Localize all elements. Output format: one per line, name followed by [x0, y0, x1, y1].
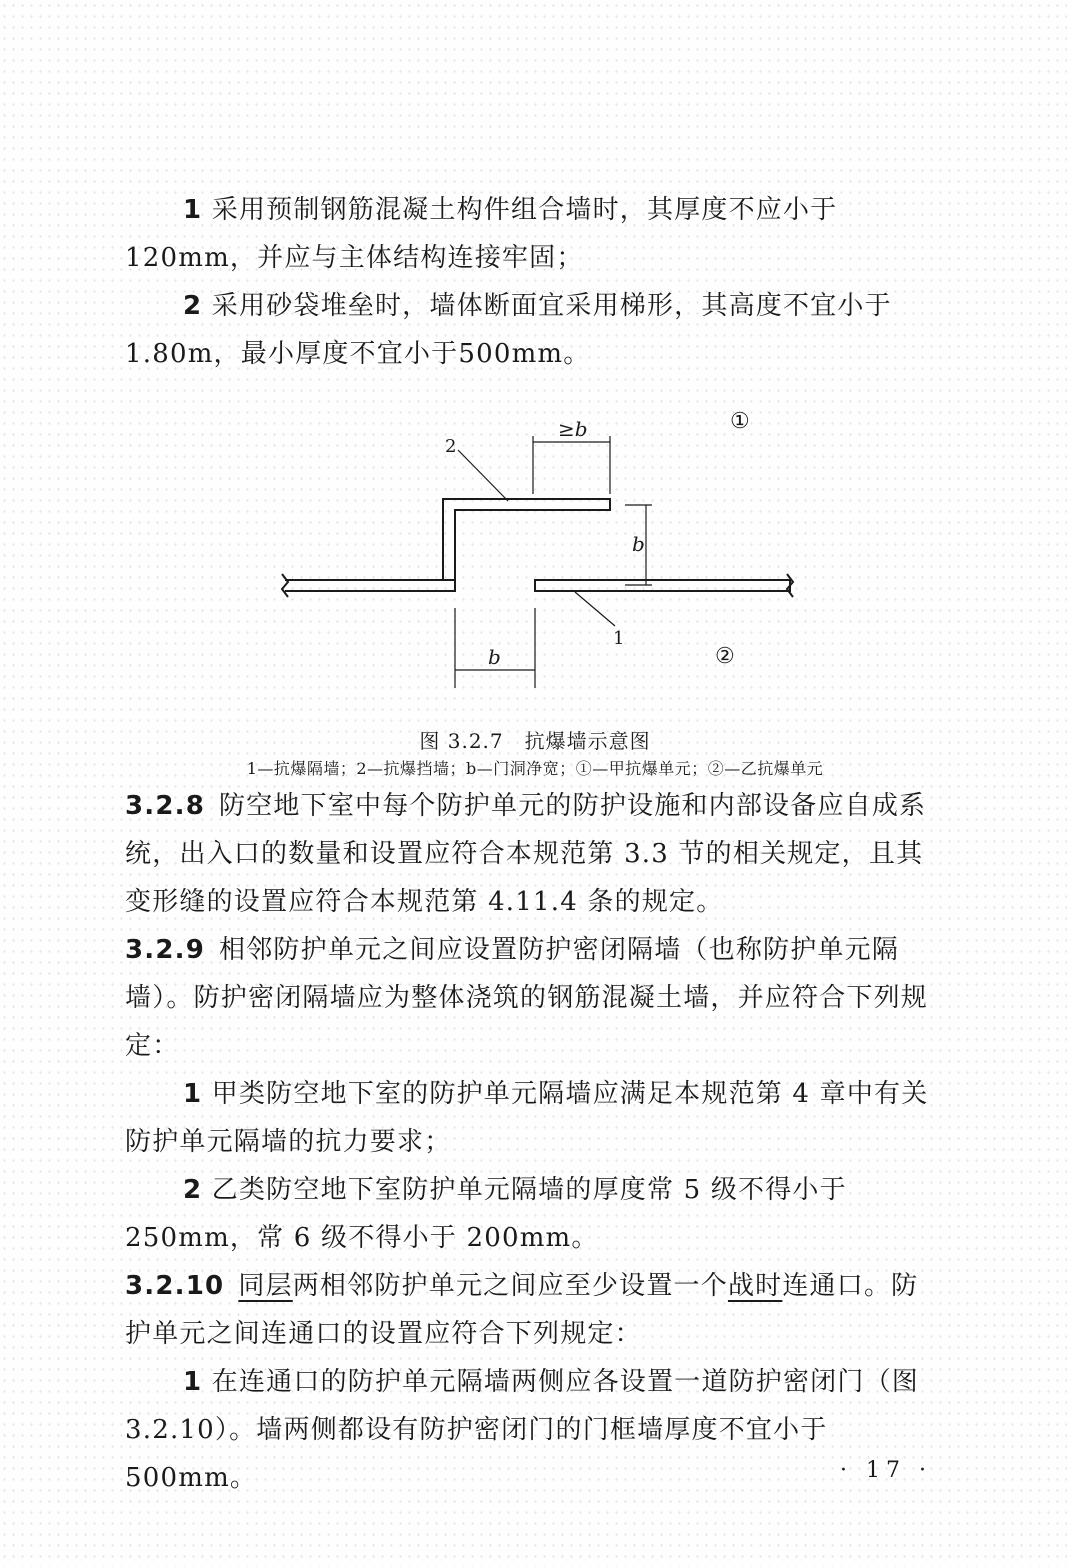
- item-text: 甲类防空地下室的防护单元隔墙应满足本规范第 4 章中有关防护单元隔墙的抗力要求；: [125, 1079, 929, 1157]
- clause-number: 3.2.10: [125, 1271, 225, 1301]
- item-number: 1: [183, 195, 203, 225]
- clause-3-2-9-item-2: [125, 1166, 945, 1262]
- item-number: 2: [183, 291, 203, 321]
- clause-number: 3.2.8: [125, 791, 206, 821]
- wall-left-segment: [285, 580, 455, 591]
- clause-number: 3.2.9: [125, 935, 206, 965]
- paragraph-2: [125, 282, 945, 378]
- label-ge-b: ≥b: [558, 417, 588, 441]
- circled-2: ②: [715, 644, 735, 669]
- clause-text: 两相邻防护单元之间应至少设置一个: [292, 1271, 728, 1301]
- blast-wall-diagram: [280, 408, 810, 708]
- callout-1: 1: [613, 628, 625, 649]
- clause-text: 相邻防护单元之间应设置防护密闭隔墙（也称防护单元隔墙）。防护密闭隔墙应为整体浇筑的钢筋混凝土墙，并应符合下列规定：: [125, 935, 929, 1061]
- wall-right-segment: [535, 580, 790, 591]
- clause-3-2-10-item-1: [125, 1358, 945, 1502]
- figure-blast-wall: [125, 408, 945, 720]
- item-text: 在连通口的防护单元隔墙两侧应各设置一道防护密闭门（图 3.2.10）。墙两侧都设有防护密闭门的门框墙厚度不宜小于 500mm。: [125, 1367, 919, 1493]
- item-text: 乙类防空地下室防护单元隔墙的厚度常 5 级不得小于250mm，常 6 级不得小于 200mm。: [125, 1175, 847, 1253]
- page-number: · 17 ·: [840, 1458, 932, 1483]
- page-content: [125, 186, 945, 1502]
- clause-3-2-9-item-1: [125, 1070, 945, 1166]
- blast-retaining-wall: [443, 499, 610, 580]
- item-number: 1: [183, 1079, 203, 1109]
- underlined-text: 战时: [727, 1271, 783, 1301]
- underlined-text: 同层: [238, 1271, 293, 1301]
- figure-legend: 1—抗爆隔墙；2—抗爆挡墙；b—门洞净宽；①—甲抗爆单元；②—乙抗爆单元: [246, 759, 824, 778]
- paragraph-text: 采用砂袋堆垒时，墙体断面宜采用梯形，其高度不宜小于1.80m，最小厚度不宜小于500mm。: [125, 291, 892, 369]
- break-right: [787, 574, 793, 597]
- leader-2: [458, 450, 508, 501]
- leader-1: [575, 592, 615, 626]
- item-number: 2: [183, 1175, 203, 1205]
- callout-2: 2: [445, 436, 457, 457]
- item-number: 1: [183, 1367, 203, 1397]
- paragraph-text: 采用预制钢筋混凝土构件组合墙时，其厚度不应小于120mm，并应与主体结构连接牢固；: [125, 195, 838, 273]
- figure-caption: 图 3.2.7 抗爆墙示意图: [419, 729, 651, 753]
- circled-1: ①: [730, 409, 750, 434]
- label-b-bottom: b: [488, 645, 501, 669]
- label-b-vertical: b: [632, 532, 645, 556]
- clause-text: 连通口。防护单元之间连通口的设置应符合下列规定：: [125, 1271, 919, 1349]
- break-left: [282, 574, 288, 597]
- paragraph-1: [125, 186, 945, 282]
- clause-3-2-10: [125, 1262, 945, 1358]
- clause-3-2-8: [125, 782, 945, 926]
- clause-text: 防空地下室中每个防护单元的防护设施和内部设备应自成系统，出入口的数量和设置应符合本规范第 3.3 节的相关规定，且其变形缝的设置应符合本规范第 4.11.4 条的规定。: [125, 791, 927, 917]
- clause-3-2-9: [125, 926, 945, 1070]
